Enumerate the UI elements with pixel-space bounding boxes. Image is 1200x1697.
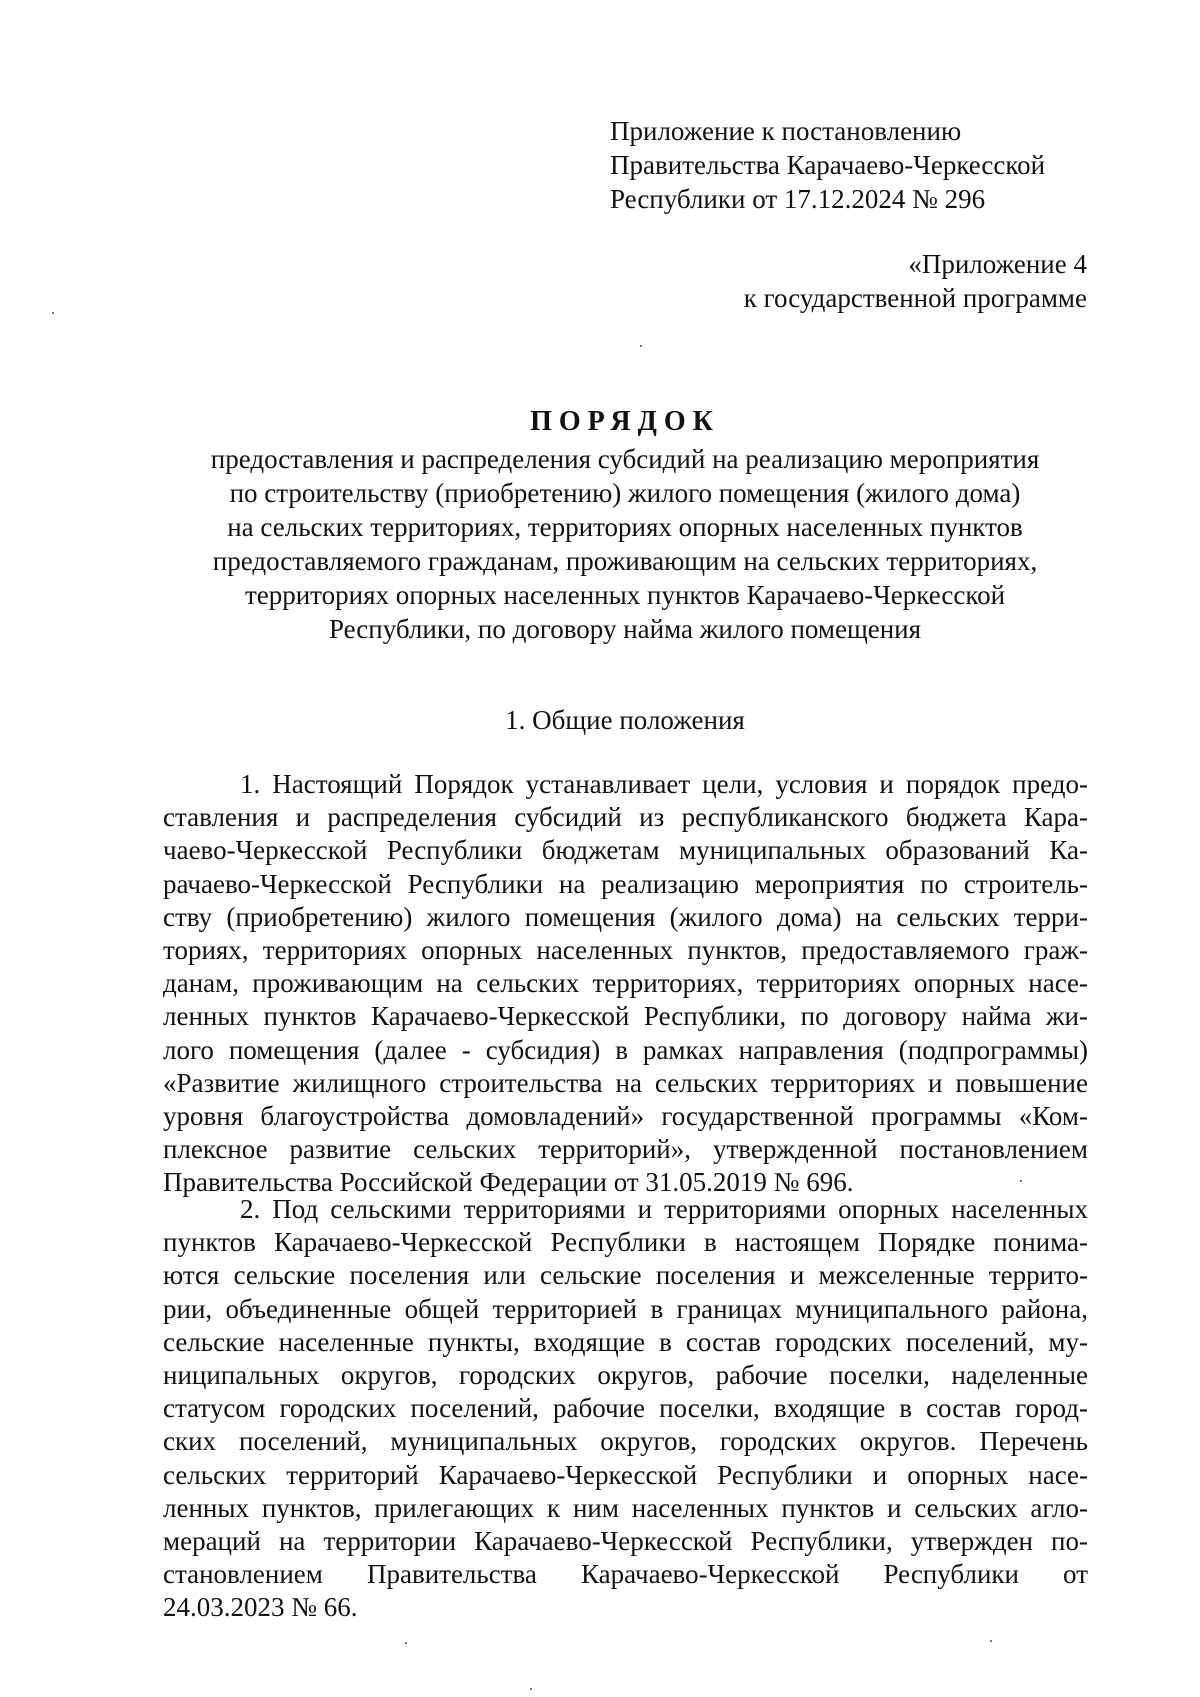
appendix-reference-line: «Приложение 4: [908, 249, 1087, 279]
scan-speck: [640, 345, 642, 347]
paragraph-line: ниципальных округов, городских округов, рабочие поселки, наделенные: [163, 1360, 1088, 1391]
scan-speck: [1020, 1180, 1022, 1182]
paragraph-line: плексное развитие сельских территорий», утвержденной постановлением: [163, 1134, 1088, 1165]
paragraph-line: рии, объединенные общей территорией в границах муниципального района,: [163, 1293, 1088, 1324]
resolution-reference-line: Правительства Карачаево-Черкесской: [610, 150, 1046, 180]
paragraph-line: ются сельские поселения или сельские поселения и межселенные террито-: [163, 1260, 1088, 1291]
resolution-reference-line: Республики от 17.12.2024 № 296: [610, 184, 986, 214]
subtitle-line: по строительству (приобретению) жилого помещения (жилого дома): [229, 478, 1021, 508]
paragraph-line: ставления и распределения субсидий из республиканского бюджета Кара-: [163, 802, 1088, 833]
paragraph-line: Правительства Российской Федерации от 31.05.2019 № 696.: [163, 1167, 854, 1198]
paragraph-1: [163, 768, 1088, 1200]
paragraph-line: ленных пунктов Карачаево-Черкесской Республики, по договору найма жи-: [163, 1001, 1088, 1032]
appendix-reference: [744, 247, 1087, 315]
paragraph-line: ториях, территориях опорных населенных пунктов, предоставляемого граж-: [163, 935, 1088, 966]
subtitle-line: территориях опорных населенных пунктов Карачаево-Черкесской: [244, 580, 1006, 610]
paragraph-line: сельских территорий Карачаево-Черкесской Республики и опорных насе-: [163, 1459, 1088, 1490]
paragraph-line: лого помещения (далее - субсидия) в рамках направления (подпрограммы): [163, 1034, 1088, 1065]
scan-speck: [990, 1640, 992, 1642]
appendix-reference-line: к государственной программе: [743, 283, 1087, 313]
subtitle-line: предоставления и распределения субсидий на реализацию мероприятия: [210, 444, 1040, 474]
paragraph-line: данам, проживающим на сельских территориях, территориях опорных насе-: [163, 968, 1088, 999]
subtitle-line: предоставляемого гражданам, проживающим на сельских территориях,: [212, 546, 1038, 576]
resolution-reference-line: Приложение к постановлению: [610, 116, 962, 146]
document-title: ПОРЯДОК: [530, 406, 720, 437]
paragraph-line: «Развитие жилищного строительства на сельских территориях и повышение: [163, 1067, 1088, 1098]
subtitle-line: на сельских территориях, территориях опорных населенных пунктов: [227, 512, 1023, 542]
paragraph-line: становлением Правительства Карачаево-Черкесской Республики от: [163, 1559, 1088, 1590]
paragraph-line: рачаево-Черкесской Республики на реализацию мероприятия по строитель-: [163, 868, 1088, 899]
paragraph-line: 2. Под сельскими территориями и территориями опорных населенных: [240, 1194, 1088, 1224]
paragraph-line: ских поселений, муниципальных округов, городских округов. Перечень: [163, 1426, 1088, 1457]
paragraph-2: [163, 1193, 1088, 1625]
paragraph-line: чаево-Черкесской Республики бюджетам муниципальных образований Ка-: [163, 835, 1088, 866]
paragraph-line: сельские населенные пункты, входящие в состав городских поселений, му-: [163, 1326, 1088, 1357]
resolution-reference: [610, 114, 1045, 216]
paragraph-line: ству (приобретению) жилого помещения (жилого дома) на сельских терри-: [163, 901, 1088, 932]
paragraph-line: ленных пунктов, прилегающих к ним населенных пунктов и сельских агло-: [163, 1492, 1088, 1523]
subtitle-line: Республики, по договору найма жилого помещения: [328, 614, 922, 644]
paragraph-line: 24.03.2023 № 66.: [163, 1592, 358, 1623]
paragraph-line: мераций на территории Карачаево-Черкесской Республики, утвержден по-: [163, 1526, 1088, 1557]
scan-speck: [52, 312, 54, 314]
section-heading: 1. Общие положения: [505, 705, 745, 735]
paragraph-line: уровня благоустройства домовладений» государственной программы «Ком-: [163, 1101, 1088, 1132]
paragraph-line: статусом городских поселений, рабочие поселки, входящие в состав город-: [163, 1393, 1088, 1424]
document-subtitle: [160, 442, 1090, 646]
paragraph-line: 1. Настоящий Порядок устанавливает цели, условия и порядок предо-: [240, 769, 1088, 799]
paragraph-line: пунктов Карачаево-Черкесской Республики в настоящем Порядке понима-: [163, 1227, 1088, 1258]
scan-speck: [405, 1642, 407, 1644]
scan-speck: [530, 1688, 532, 1690]
